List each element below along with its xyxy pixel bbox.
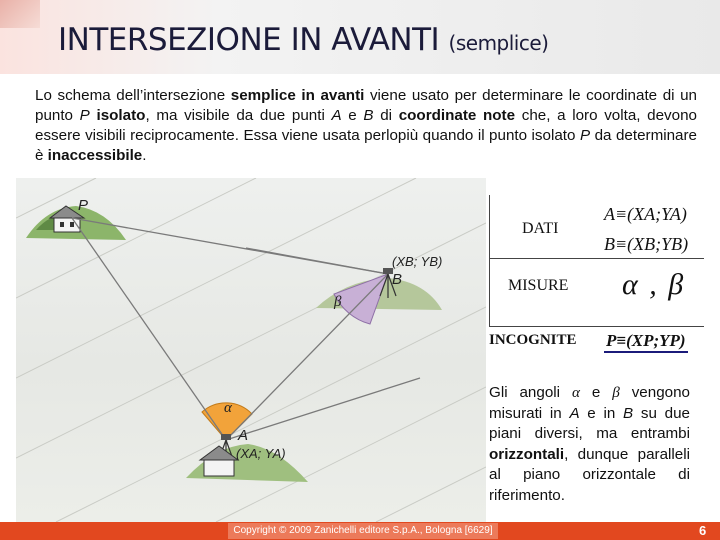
table-vertical-rule bbox=[489, 195, 490, 327]
page-number: 6 bbox=[699, 523, 707, 538]
intersection-diagram bbox=[16, 178, 486, 522]
line-b-ext bbox=[246, 248, 388, 274]
intro-bold-semplice: semplice in avanti bbox=[230, 87, 365, 104]
table-rule-2 bbox=[489, 326, 704, 327]
label-p: P bbox=[78, 197, 89, 214]
intro-bold-coordinate: coordinate note bbox=[398, 107, 516, 124]
line-a-ext bbox=[226, 378, 420, 440]
intro-paragraph bbox=[35, 86, 697, 166]
note-text: vengono misurati in bbox=[489, 384, 690, 422]
dati-b-value: B≡(XB;YB) bbox=[604, 234, 689, 254]
title-main: INTERSEZIONE IN AVANTI bbox=[58, 22, 440, 58]
intro-text: , ma visibile da due punti bbox=[145, 107, 332, 124]
intro-text: da determinare è bbox=[35, 127, 698, 164]
note-text: e bbox=[579, 384, 613, 401]
title-sub: (semplice) bbox=[448, 31, 549, 55]
page-title bbox=[58, 22, 548, 58]
title-accent bbox=[0, 0, 40, 28]
label-beta: β bbox=[334, 294, 342, 310]
intro-text: . bbox=[142, 147, 147, 164]
table-rule-1 bbox=[489, 258, 704, 259]
note-alpha: α bbox=[571, 384, 580, 401]
incognite-label: INCOGNITE bbox=[489, 332, 577, 348]
angles-note bbox=[489, 383, 690, 506]
intro-text: che, a loro volta, devono essere visibili reciprocamente. Essa viene usata perlopiù quando il punto isolato bbox=[35, 107, 697, 144]
note-b: B bbox=[623, 404, 634, 422]
intro-text: viene usato per determinare le coordinate di un punto bbox=[35, 87, 698, 124]
incognite-value: P≡(XP;YP) bbox=[604, 331, 688, 353]
label-alpha: α bbox=[224, 400, 232, 416]
note-text: su due piani diversi, ma entrambi bbox=[489, 404, 690, 442]
label-b-coords: (XB; YB) bbox=[392, 254, 443, 269]
intro-italic-b: B bbox=[363, 107, 374, 124]
dati-label: DATI bbox=[522, 220, 559, 237]
label-a-coords: (XA; YA) bbox=[236, 446, 286, 461]
intro-italic-p: P bbox=[79, 107, 90, 124]
intersection-illustration bbox=[16, 178, 486, 522]
note-text: Gli angoli bbox=[489, 384, 572, 401]
line-a-b bbox=[226, 274, 388, 440]
intro-italic-p2: P bbox=[579, 127, 591, 144]
note-a: A bbox=[569, 404, 580, 422]
intro-text: di bbox=[373, 107, 399, 124]
intro-text: Lo schema dell’intersezione bbox=[35, 87, 231, 104]
intro-text: e bbox=[341, 107, 364, 124]
intro-bold-inaccessibile: inaccessibile bbox=[47, 147, 143, 164]
line-p-a bbox=[72, 218, 226, 440]
intro-bold-isolato: isolato bbox=[96, 107, 146, 124]
intro-italic-a: A bbox=[331, 107, 342, 124]
label-a: A bbox=[238, 427, 249, 444]
misure-value: α , β bbox=[622, 268, 686, 301]
note-bold-orizzontali: orizzontali bbox=[489, 445, 565, 463]
label-b: B bbox=[392, 271, 403, 288]
misure-label: MISURE bbox=[508, 277, 569, 294]
note-beta: β bbox=[612, 384, 620, 401]
note-text: e in bbox=[579, 404, 624, 422]
dati-a-value: A≡(XA;YA) bbox=[604, 204, 687, 224]
copyright-notice: Copyright © 2009 Zanichelli editore S.p.A., Bologna [6629] bbox=[228, 523, 498, 539]
note-text: , dunque paralleli al piano orizzontale di riferimento. bbox=[489, 445, 690, 504]
